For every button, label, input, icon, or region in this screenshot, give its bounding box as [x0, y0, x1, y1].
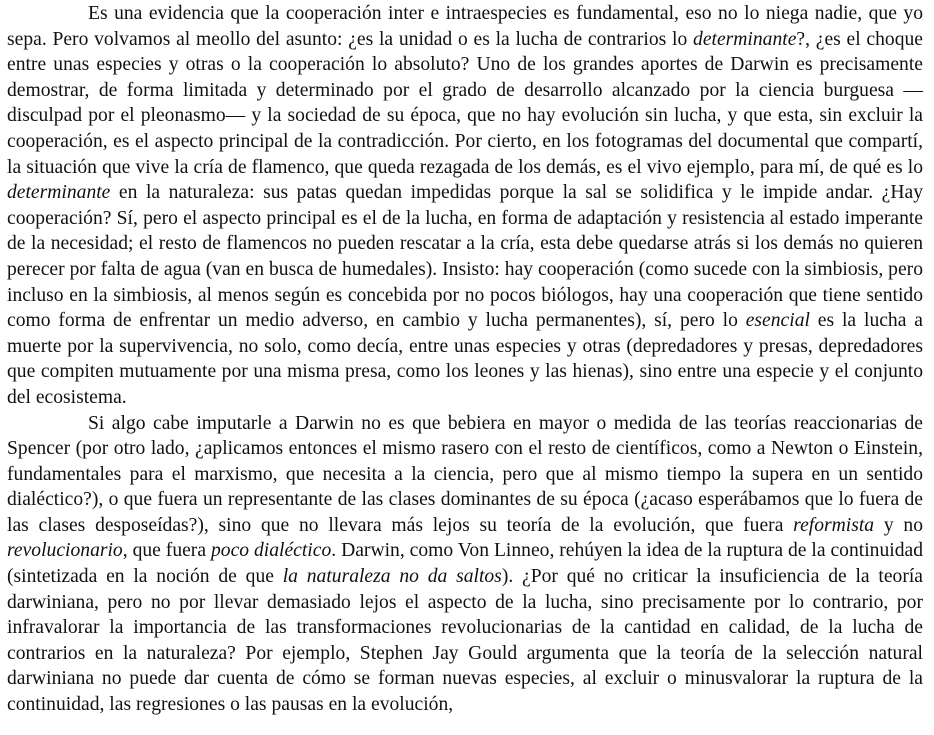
italic-segment: determinante [693, 28, 797, 50]
text-segment: , que fuera [122, 540, 211, 562]
italic-segment: poco dialéctico [210, 540, 332, 562]
text-segment: ?, ¿es el choque entre unas especies y otras o la cooperación lo absoluto? Uno de los grandes aportes de Darwin es precisamente demostrar, de forma limitada y determinado por el grado de desarrollo alcanzado por la ciencia burguesa —disculpad por el pleonasmo— y la sociedad de su época, que no hay evolución sin lucha, y que esta, sin excluir la cooperación, es el aspecto principal de la contradicción. Por cierto, en los fotogramas del documental que compartí, la situación que vive la cría de flamenco, que queda rezagada de los demás, es el vivo ejemplo, para mí, de qué es lo [7, 28, 924, 178]
italic-segment: la naturaleza no da saltos [282, 566, 502, 588]
text-segment: Si algo cabe imputarle a Darwin no es que bebiera en mayor o medida de las teorías reaccionarias de Spencer (por otro lado, ¿aplicamos entonces el mismo rasero con el resto de científicos, como a Newton o Einstein, fundamentales para el marxismo, que necesita a la ciencia, pero que al mismo tiempo la supera en un sentido dialéctico?), o que fuera un representante de las clases dominantes de su época (¿acaso esperábamos que lo fuera de las clases desposeídas?), sino que no llevara más lejos su teoría de la evolución, que fuera [7, 412, 923, 536]
text-segment: Es una evidencia que la cooperación inter e intraespecies es fundamental, eso no lo niega nadie, que yo sepa. Pero volvamos al meollo del asunto: ¿es la unidad o es la lucha de contrarios lo [7, 3, 923, 50]
italic-segment: determinante [7, 182, 111, 204]
italic-segment: revolucionario [7, 540, 123, 562]
text-segment: es la lucha a muerte por la supervivencia, no solo, como decía, entre unas especies y otras (depredadores y presas, depredadores que compiten mutuamente por una misma presa, como los leones y las hienas), sino entre una especie y el conjunto del ecosistema. [7, 310, 923, 408]
text-segment: ). ¿Por qué no criticar la insuficiencia de la teoría darwiniana, pero no por llevar demasiado lejos el aspecto de la lucha, sino precisamente por lo contrario, por infravalorar la importancia de las transformaciones revolucionarias de la cantidad en calidad, de la lucha de contrarios en la naturaleza? Por ejemplo, Stephen Jay Gould argumenta que la teoría de la selección natural darwiniana no puede dar cuenta de cómo se forman nuevas especies, al excluir o minusvalorar la ruptura de la continuidad, las regresiones o las pausas en la evolución, [7, 566, 923, 716]
paragraph-2 [7, 411, 923, 718]
text-segment: . Darwin, como Von Linneo, rehúyen la idea de la ruptura de la continuidad (sintetizada en la noción de que [7, 540, 923, 588]
text-segment: y no [874, 514, 923, 536]
italic-segment: esencial [745, 310, 810, 332]
italic-segment: reformista [793, 514, 875, 536]
text-segment: en la naturaleza: sus patas quedan impedidas porque la sal se solidifica y le impide andar. ¿Hay cooperación? Sí, pero el aspecto principal es el de la lucha, en forma de adaptación y resistencia al estado imperante de la necesidad; el resto de flamencos no pueden rescatar a la cría, esta debe quedarse atrás si los demás no quieren perecer por falta de agua (van en busca de humedales). Insisto: hay cooperación (como sucede con la simbiosis, pero incluso en la simbiosis, al menos según es concebida por no pocos biólogos, hay una cooperación que tiene sentido como forma de enfrentar un medio adverso, en cambio y lucha permanentes), sí, pero lo [7, 182, 923, 332]
paragraph-1 [7, 1, 923, 411]
